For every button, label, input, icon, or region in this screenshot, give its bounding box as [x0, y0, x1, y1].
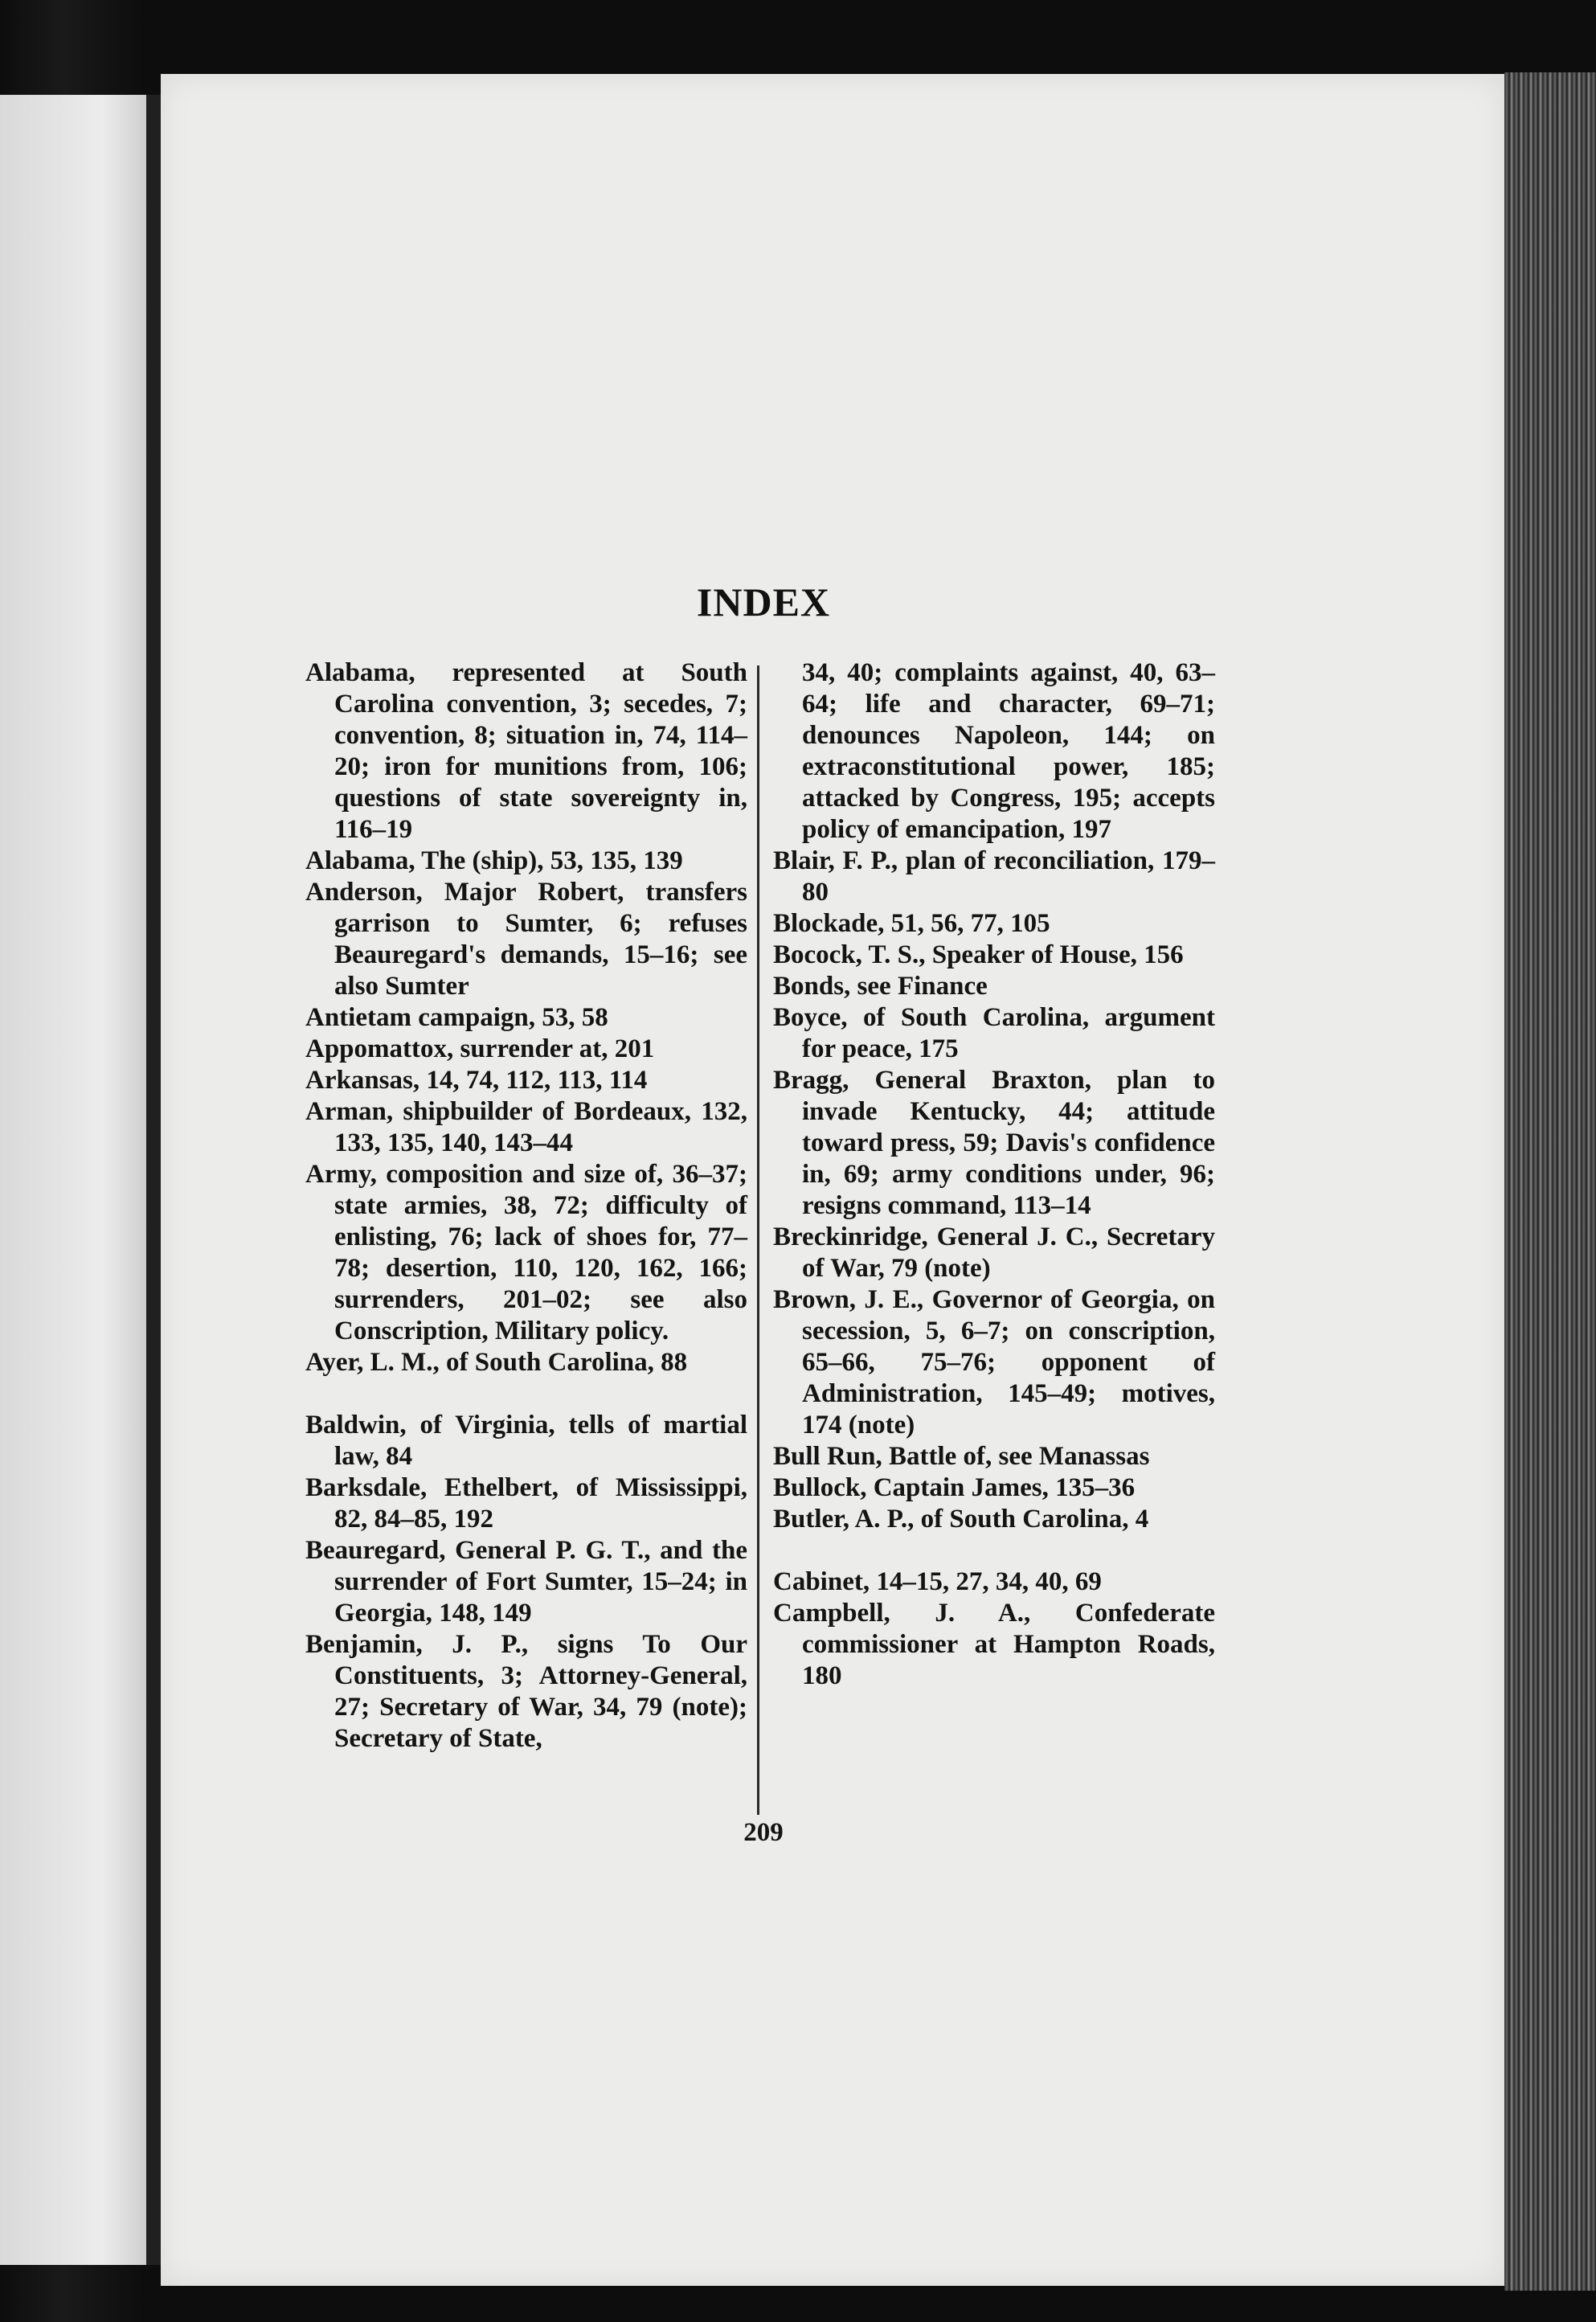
index-entry: Baldwin, of Virginia, tells of martial law, 84	[305, 1411, 747, 1471]
column-divider	[757, 665, 759, 1815]
index-entry: Brown, J. E., Governor of Georgia, on secession, 5, 6–7; on conscription, 65–66, 75–76; opponent of Administration, 145–49; motives, 174 (note)	[773, 1285, 1215, 1439]
index-entry: Antietam campaign, 53, 58	[305, 1003, 608, 1032]
page-number: 209	[743, 1818, 784, 1847]
index-entry: Boyce, of South Carolina, argument for peace, 175	[773, 1003, 1215, 1063]
index-entry: Bullock, Captain James, 135–36	[773, 1473, 1136, 1502]
index-entry: Blockade, 51, 56, 77, 105	[773, 909, 1050, 938]
index-entry: Beauregard, General P. G. T., and the surrender of Fort Sumter, 15–24; in Georgia, 148, 149	[305, 1536, 747, 1628]
index-entry: Blair, F. P., plan of reconciliation, 179–80	[773, 846, 1215, 907]
index-entry: Arman, shipbuilder of Bordeaux, 132, 133, 135, 140, 143–44	[305, 1097, 747, 1157]
index-entry: Army, composition and size of, 36–37; state armies, 38, 72; difficulty of enlisting, 76; lack of shoes for, 77–78; desertion, 110, 120, 162, 166; surrenders, 201–02; see also Conscription, Military policy.	[305, 1160, 747, 1345]
index-entry: Alabama, represented at South Carolina convention, 3; secedes, 7; convention, 8; situation in, 74, 114–20; iron for munitions from, 106; questions of state sovereignty in, 116–19	[305, 658, 747, 844]
facing-page-edge	[0, 95, 146, 2265]
index-entry: Bocock, T. S., Speaker of House, 156	[773, 940, 1184, 969]
page-title: INDEX	[696, 579, 831, 625]
index-entry: Appomattox, surrender at, 201	[305, 1034, 655, 1063]
index-entry: Bull Run, Battle of, see Manassas	[773, 1442, 1150, 1471]
index-entry: Arkansas, 14, 74, 112, 113, 114	[305, 1066, 648, 1095]
index-entry: Bonds, see Finance	[773, 972, 988, 1001]
index-entry: Barksdale, Ethelbert, of Mississippi, 82, 84–85, 192	[305, 1473, 747, 1534]
index-entry: Campbell, J. A., Confederate commissioner at Hampton Roads, 180	[773, 1599, 1215, 1690]
index-entry: Breckinridge, General J. C., Secretary of War, 79 (note)	[773, 1222, 1215, 1283]
index-entry: Butler, A. P., of South Carolina, 4	[773, 1505, 1149, 1534]
index-entry: Benjamin, J. P., signs To Our Constituents, 3; Attorney-General, 27; Secretary of War, 34, 79 (note); Secretary of State,	[305, 1630, 747, 1753]
book-gutter	[146, 95, 161, 2265]
index-entry: Alabama, The (ship), 53, 135, 139	[305, 846, 683, 875]
index-entry: Cabinet, 14–15, 27, 34, 40, 69	[773, 1567, 1102, 1596]
index-column-left	[305, 657, 747, 1755]
index-entry: Anderson, Major Robert, transfers garrison to Sumter, 6; refuses Beauregard's demands, 15–16; see also Sumter	[305, 878, 747, 1001]
page-stack-edge	[1504, 72, 1596, 2291]
index-entry: 34, 40; complaints against, 40, 63–64; life and character, 69–71; denounces Napoleon, 144; on extraconstitutional power, 185; attacked by Congress, 195; accepts policy of emancipation, 197	[802, 658, 1215, 844]
index-column-right	[773, 657, 1215, 1692]
index-entry: Bragg, General Braxton, plan to invade Kentucky, 44; attitude toward press, 59; Davis's confidence in, 69; army conditions under, 96; resigns command, 113–14	[773, 1066, 1215, 1220]
index-entry: Ayer, L. M., of South Carolina, 88	[305, 1348, 688, 1377]
